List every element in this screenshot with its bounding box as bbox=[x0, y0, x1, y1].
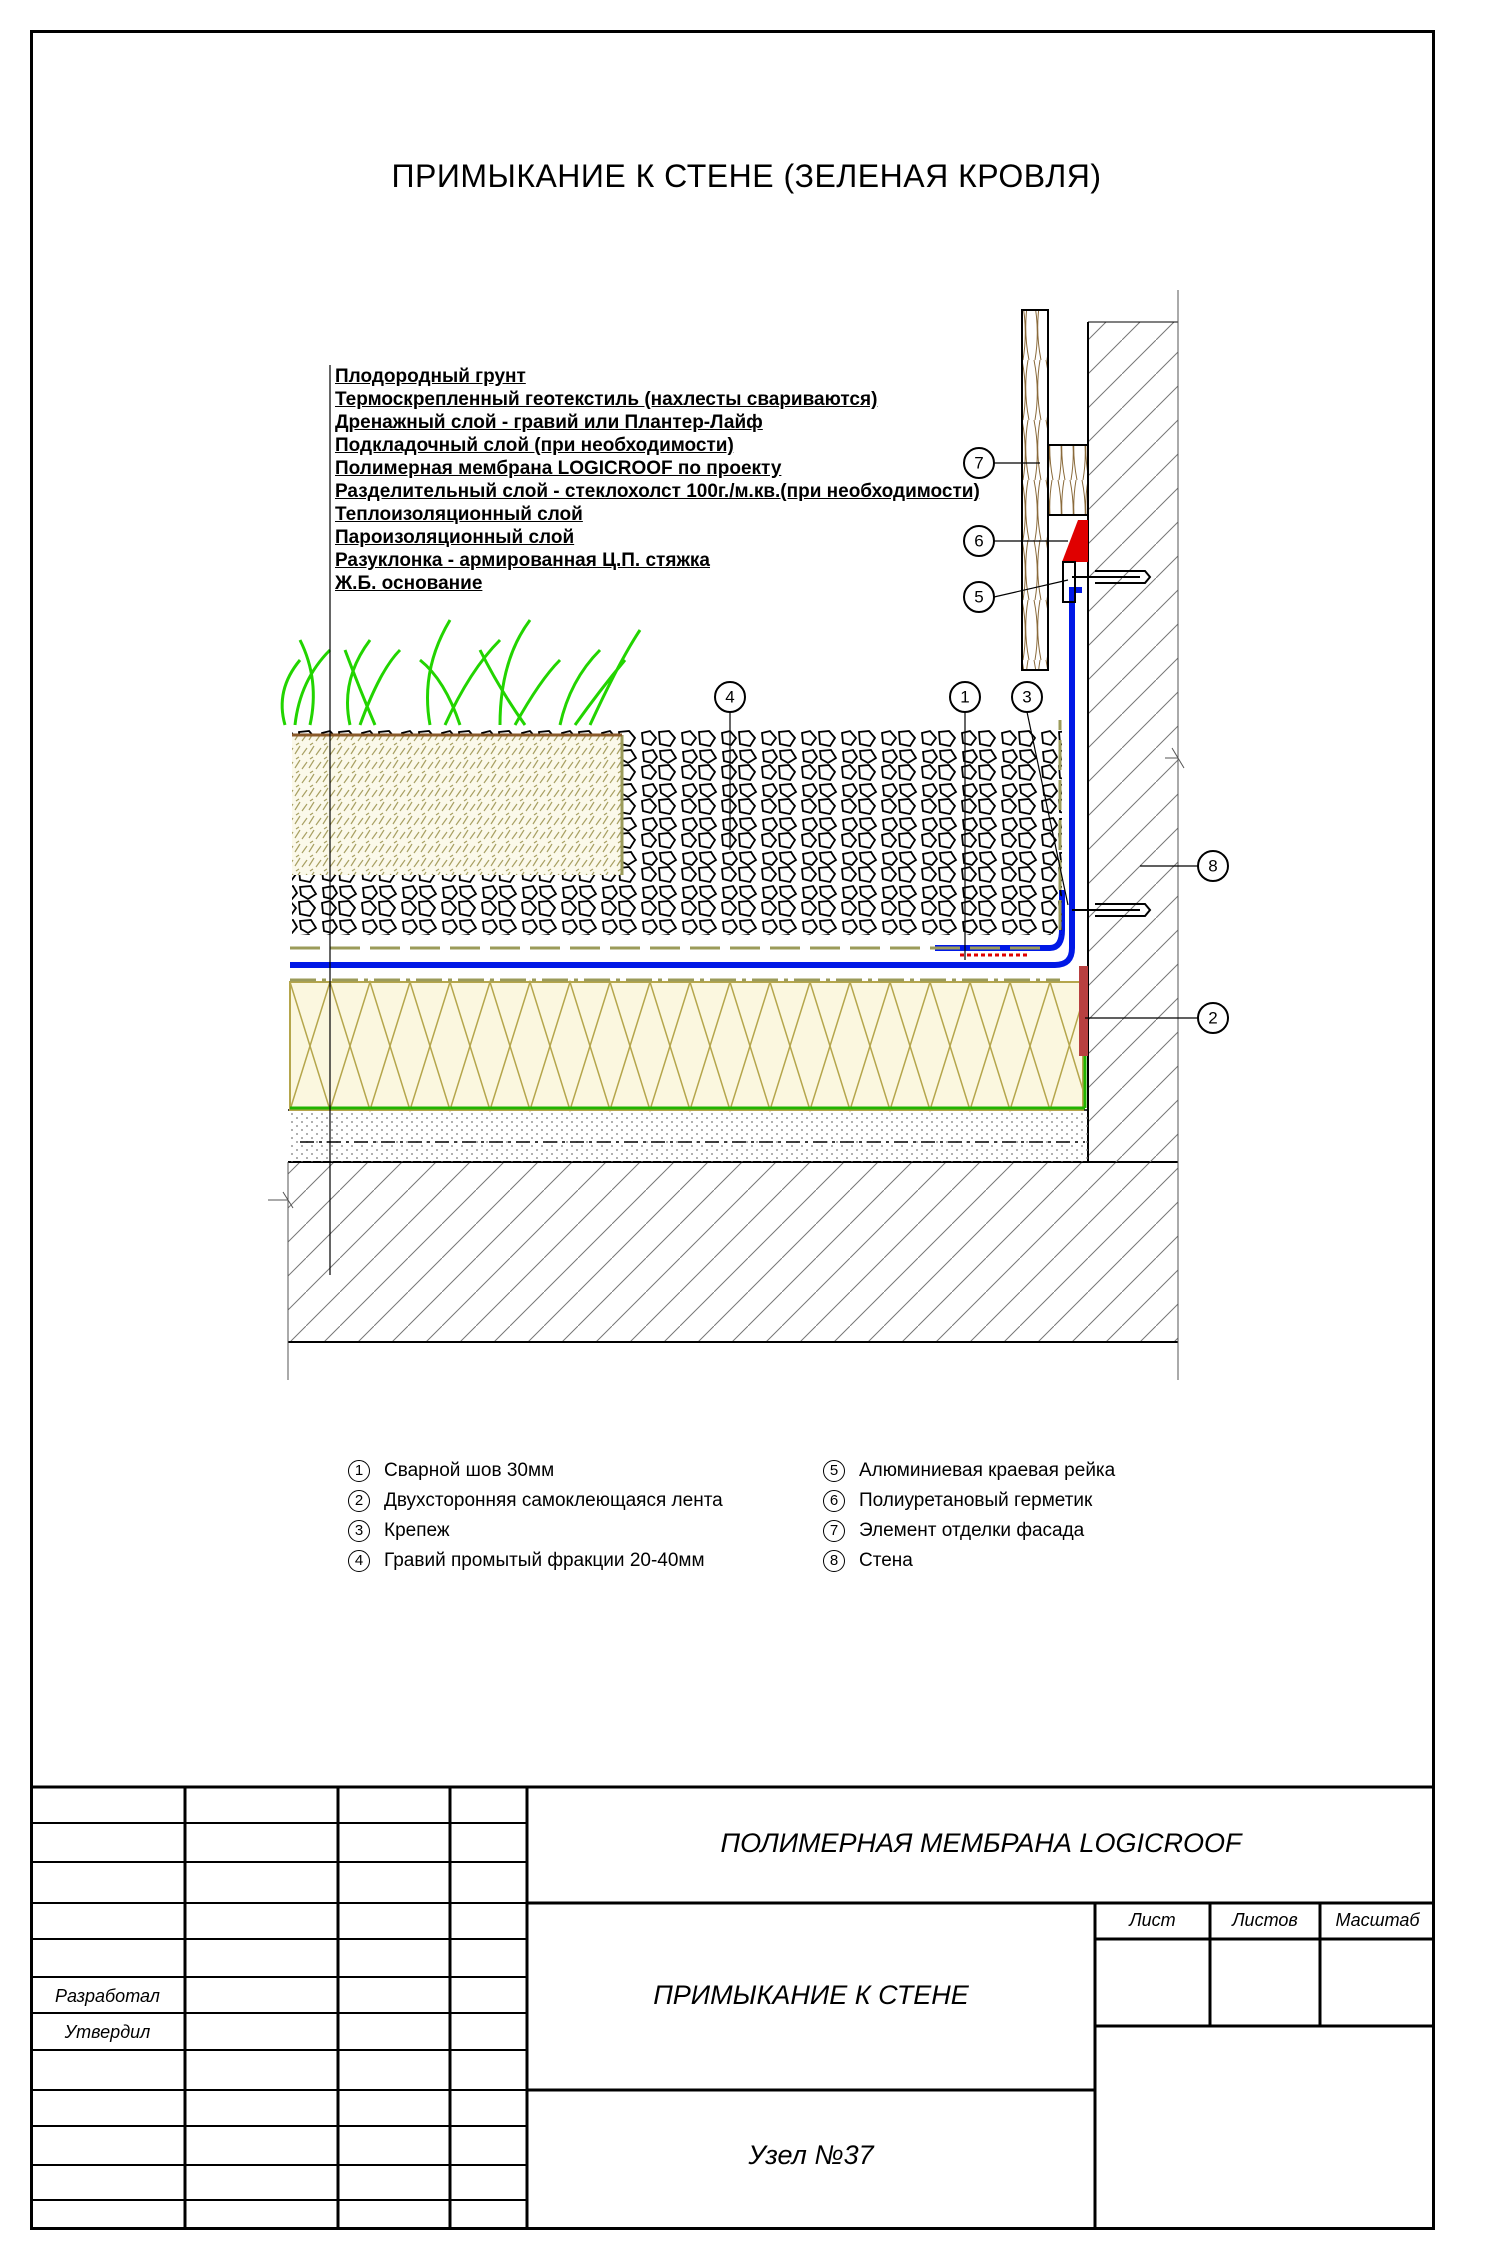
layer-item: Дренажный слой - гравий или Плантер-Лайф bbox=[335, 412, 763, 433]
approved-label: Утвердил bbox=[64, 2022, 151, 2042]
callout-1: 1 bbox=[960, 687, 970, 707]
layer-item: Теплоизоляционный слой bbox=[335, 504, 583, 525]
legend-number: 8 bbox=[823, 1550, 845, 1572]
callout-8: 8 bbox=[1208, 856, 1218, 876]
layer-item: Разуклонка - армированная Ц.П. стяжка bbox=[335, 550, 710, 571]
legend-text: Гравий промытый фракции 20-40мм bbox=[384, 1550, 705, 1571]
legend-number: 7 bbox=[823, 1520, 845, 1542]
legend-text: Полиуретановый герметик bbox=[859, 1490, 1093, 1511]
layer-item: Пароизоляционный слой bbox=[335, 527, 575, 548]
legend-text: Двухсторонняя самоклеющаяся лента bbox=[384, 1490, 723, 1511]
legend-number: 2 bbox=[348, 1490, 370, 1512]
legend-text: Алюминиевая краевая рейка bbox=[859, 1460, 1116, 1481]
layer-item: Термоскрепленный геотекстиль (нахлесты свариваются) bbox=[335, 389, 878, 410]
node-number: Узел №37 bbox=[748, 2140, 874, 2170]
legend-text: Элемент отделки фасада bbox=[859, 1520, 1085, 1541]
developed-label: Разработал bbox=[55, 1986, 160, 2006]
layer-item: Ж.Б. основание bbox=[335, 573, 483, 594]
legend-number: 1 bbox=[348, 1460, 370, 1482]
scale-label: Масштаб bbox=[1335, 1910, 1420, 1930]
layer-item: Полимерная мембрана LOGICROOF по проекту bbox=[335, 458, 782, 479]
legend-text: Стена bbox=[859, 1550, 913, 1571]
drawing-name: ПРИМЫКАНИЕ К СТЕНЕ bbox=[653, 1980, 969, 2010]
legend-number: 5 bbox=[823, 1460, 845, 1482]
callout-6: 6 bbox=[974, 531, 984, 551]
product-name: ПОЛИМЕРНАЯ МЕМБРАНА LOGICROOF bbox=[720, 1828, 1242, 1858]
sheets-label: Листов bbox=[1232, 1910, 1298, 1930]
legend-text: Крепеж bbox=[384, 1520, 450, 1541]
callout-3: 3 bbox=[1022, 687, 1032, 707]
layer-item: Плодородный грунт bbox=[335, 366, 526, 387]
layer-item: Разделительный слой - стеклохолст 100г./м.кв.(при необходимости) bbox=[335, 481, 980, 502]
legend-number: 6 bbox=[823, 1490, 845, 1512]
callout-5: 5 bbox=[974, 587, 984, 607]
callout-7: 7 bbox=[974, 453, 984, 473]
legend-number: 3 bbox=[348, 1520, 370, 1542]
legend-number: 4 bbox=[348, 1550, 370, 1572]
callout-2: 2 bbox=[1208, 1008, 1218, 1028]
callout-4: 4 bbox=[725, 687, 735, 707]
layer-item: Подкладочный слой (при необходимости) bbox=[335, 435, 734, 456]
sheet-label: Лист bbox=[1129, 1910, 1176, 1930]
drawing-title: ПРИМЫКАНИЕ К СТЕНЕ (ЗЕЛЕНАЯ КРОВЛЯ) bbox=[391, 158, 1102, 194]
legend-text: Сварной шов 30мм bbox=[384, 1460, 555, 1481]
